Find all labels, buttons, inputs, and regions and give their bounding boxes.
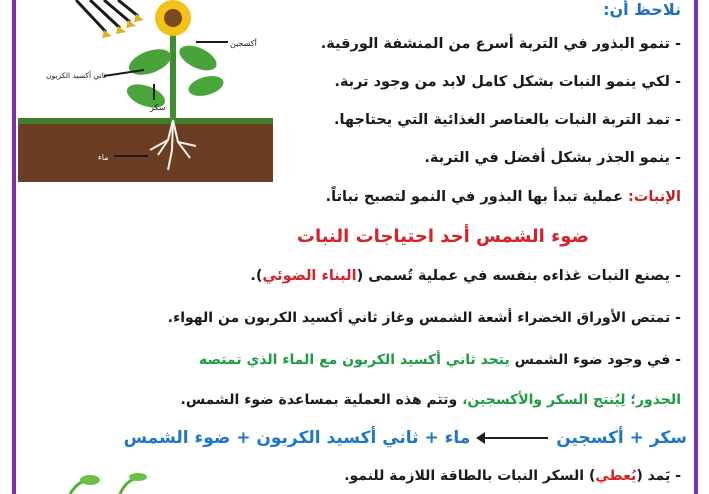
- observation-2: - لكي ينمو النبات بشكل كامل لابد من وجود تربة.: [334, 74, 681, 90]
- oxygen-label: أكسجين: [230, 39, 257, 48]
- sentence-photosynthesis: [250, 268, 681, 284]
- plant-stem: [170, 28, 176, 120]
- photosynthesis-diagram: [18, 0, 273, 182]
- sentence-5-highlight: يُعطي: [595, 468, 637, 484]
- germination-definition: [326, 189, 681, 205]
- sentence-5-text-b: ) السكر النبات بالطاقة اللازمة للنمو.: [344, 468, 596, 484]
- observation-1: - تنمو البذور في التربة أسرع من المنشفة الورقية.: [320, 36, 681, 52]
- equation-reactants: ماء + ثاني أكسيد الكربون + ضوء الشمس: [123, 428, 471, 448]
- germination-term: الإنبات:: [628, 189, 681, 205]
- note-heading: نلاحظ أن:: [603, 0, 681, 19]
- observation-3: - تمد التربة النبات بالعناصر الغذائية التي يحتاجها.: [333, 112, 681, 128]
- soil: [18, 118, 273, 182]
- sunflower-head: [155, 0, 191, 36]
- germination-text: عملية تبدأ بها البذور في النمو لتصبح نباتاً.: [325, 189, 629, 205]
- photosynthesis-equation: [124, 428, 687, 448]
- page-border-right: [694, 0, 698, 494]
- sentence-3-highlight: يتحد ثاني أكسيد الكربون مع الماء الذي تمتصه: [198, 352, 510, 368]
- water-label: ماء: [98, 153, 109, 162]
- sugar-label: سكر: [150, 103, 166, 112]
- sentence-4-text: وتتم هذه العملية بمساعدة ضوء الشمس.: [180, 392, 463, 408]
- equation-products: سكر + أكسجين: [556, 428, 687, 448]
- co2-label: ثاني أكسيد الكربون: [46, 71, 107, 80]
- page-border-left: [12, 0, 16, 494]
- photosynthesis-term: البناء الضوئي: [262, 268, 357, 284]
- sentence-1-end: ).: [250, 268, 263, 284]
- sentence-1-text: - يصنع النبات غذاءه بنفسه في عملية تُسمى (: [356, 268, 681, 284]
- grass-strip: [18, 118, 273, 124]
- sentence-4-highlight: الجذور؛ لِيُنتج السكر والأكسجين،: [462, 392, 681, 408]
- section-title: ضوء الشمس أحد احتياجات النبات: [296, 226, 589, 247]
- observation-4: - ينمو الجذر بشكل أفضل في التربة.: [424, 150, 681, 166]
- sentence-sunlight: [199, 352, 681, 368]
- sentence-3-text: - في وجود ضوء الشمس: [509, 352, 681, 368]
- sentence-leaves-absorb: - تمتص الأوراق الخضراء أشعة الشمس وغاز ثاني أكسيد الكربون من الهواء.: [167, 310, 681, 326]
- sentence-5-text-a: - يَمد (: [636, 468, 681, 484]
- sprout-icon: [60, 468, 150, 494]
- sentence-roots: [181, 392, 681, 408]
- sentence-sugar-energy: [344, 468, 681, 484]
- equation-arrow-icon: [478, 437, 548, 439]
